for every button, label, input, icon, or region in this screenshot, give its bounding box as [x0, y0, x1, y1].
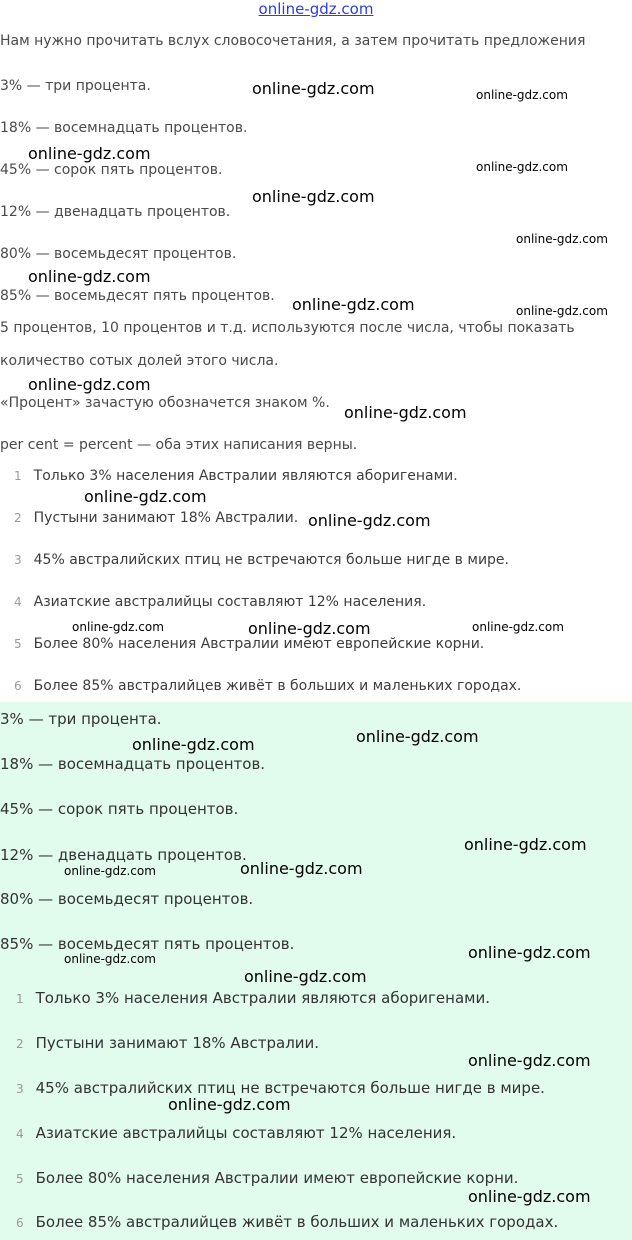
watermark: online-gdz.com	[308, 511, 431, 530]
note-line: per cent = percent — оба этих написания верны.	[0, 437, 358, 453]
phrase-item: 45% — сорок пять процентов.	[0, 162, 223, 178]
answer-phrase-item: 80% — восемьдесят процентов.	[0, 890, 254, 908]
answer-sentence-item	[16, 1124, 456, 1142]
watermark: online-gdz.com	[344, 403, 467, 422]
sentence-item	[14, 594, 426, 610]
sentence-number: 1	[14, 469, 22, 483]
answer-sentence-item	[16, 989, 490, 1007]
phrase-item: 85% — восемьдесят пять процентов.	[0, 288, 275, 304]
sentence-item	[14, 510, 298, 526]
sentence-number: 1	[16, 992, 24, 1006]
watermark: online-gdz.com	[356, 727, 479, 746]
sentence-number: 6	[14, 679, 22, 693]
sentence-number: 4	[14, 595, 22, 609]
phrase-item: 12% — двенадцать процентов.	[0, 204, 231, 220]
answer-sentence-item	[16, 1169, 518, 1187]
watermark: online-gdz.com	[64, 952, 156, 966]
site-header-link[interactable]: online-gdz.com	[258, 0, 374, 18]
phrase-item: 80% — восемьдесят процентов.	[0, 246, 237, 262]
watermark: online-gdz.com	[28, 375, 151, 394]
answer-phrase-item: 85% — восемьдесят пять процентов.	[0, 935, 295, 953]
watermark: online-gdz.com	[472, 620, 564, 634]
sentence-text: Более 80% населения Австралии имеют европейские корни.	[33, 636, 485, 652]
watermark: online-gdz.com	[476, 88, 568, 102]
watermark: online-gdz.com	[516, 304, 608, 318]
watermark: online-gdz.com	[244, 967, 367, 986]
watermark: online-gdz.com	[248, 619, 371, 638]
answer-phrase-item: 45% — сорок пять процентов.	[0, 800, 239, 818]
watermark: online-gdz.com	[84, 487, 207, 506]
phrase-item: 18% — восемнадцать процентов.	[0, 120, 248, 136]
watermark: online-gdz.com	[72, 620, 164, 634]
answer-sentence-item	[16, 1034, 319, 1052]
watermark: online-gdz.com	[28, 144, 151, 163]
sentence-number: 3	[16, 1082, 24, 1096]
sentence-text: Только 3% населения Австралии являются аборигенами.	[33, 468, 458, 484]
sentence-number: 5	[16, 1172, 24, 1186]
sentence-text: Более 85% австралийцев живёт в больших и маленьких городах.	[35, 1213, 559, 1231]
watermark: online-gdz.com	[252, 187, 375, 206]
watermark: online-gdz.com	[28, 267, 151, 286]
task-instruction: Нам нужно прочитать вслух словосочетания, а затем прочитать предложения	[0, 33, 586, 49]
note-line: количество сотых долей этого числа.	[0, 353, 279, 369]
sentence-text: Пустыни занимают 18% Австралии.	[35, 1034, 320, 1052]
sentence-number: 2	[14, 511, 22, 525]
watermark: online-gdz.com	[468, 1051, 591, 1070]
sentence-number: 2	[16, 1037, 24, 1051]
watermark: online-gdz.com	[132, 735, 255, 754]
answer-sentence-item	[16, 1213, 558, 1231]
sentence-number: 5	[14, 637, 22, 651]
sentence-text: Более 80% населения Австралии имеют европейские корни.	[35, 1169, 519, 1187]
sentence-item	[14, 636, 484, 652]
watermark: online-gdz.com	[468, 1187, 591, 1206]
answer-phrase-item: 18% — восемнадцать процентов.	[0, 755, 266, 773]
watermark: online-gdz.com	[64, 864, 156, 878]
watermark: online-gdz.com	[516, 232, 608, 246]
sentence-item	[14, 552, 509, 568]
watermark: online-gdz.com	[464, 835, 587, 854]
watermark: online-gdz.com	[468, 943, 591, 962]
watermark: online-gdz.com	[252, 79, 375, 98]
answer-phrase-item: 3% — три процента.	[0, 710, 162, 728]
watermark: online-gdz.com	[240, 859, 363, 878]
watermark: online-gdz.com	[292, 295, 415, 314]
sentence-number: 4	[16, 1127, 24, 1141]
note-line: 5 процентов, 10 процентов и т.д. используются после числа, чтобы показать	[0, 320, 575, 336]
sentence-number: 3	[14, 553, 22, 567]
sentence-item	[14, 468, 458, 484]
phrase-item: 3% — три процента.	[0, 78, 151, 94]
sentence-number: 6	[16, 1216, 24, 1230]
answer-phrase-item: 12% — двенадцать процентов.	[0, 846, 247, 864]
sentence-text: Азиатские австралийцы составляют 12% населения.	[33, 594, 427, 610]
sentence-text: Азиатские австралийцы составляют 12% населения.	[35, 1124, 457, 1142]
sentence-text: Пустыни занимают 18% Австралии.	[33, 510, 299, 526]
note-line: «Процент» зачастую обозначется знаком %.	[0, 395, 330, 411]
sentence-text: Только 3% населения Австралии являются аборигенами.	[35, 989, 490, 1007]
watermark: online-gdz.com	[476, 160, 568, 174]
sentence-item	[14, 678, 521, 694]
sentence-text: 45% австралийских птиц не встречаются больше нигде в мире.	[35, 1079, 545, 1097]
watermark: online-gdz.com	[168, 1095, 291, 1114]
sentence-text: Более 85% австралийцев живёт в больших и маленьких городах.	[33, 678, 522, 694]
sentence-text: 45% австралийских птиц не встречаются больше нигде в мире.	[33, 552, 509, 568]
